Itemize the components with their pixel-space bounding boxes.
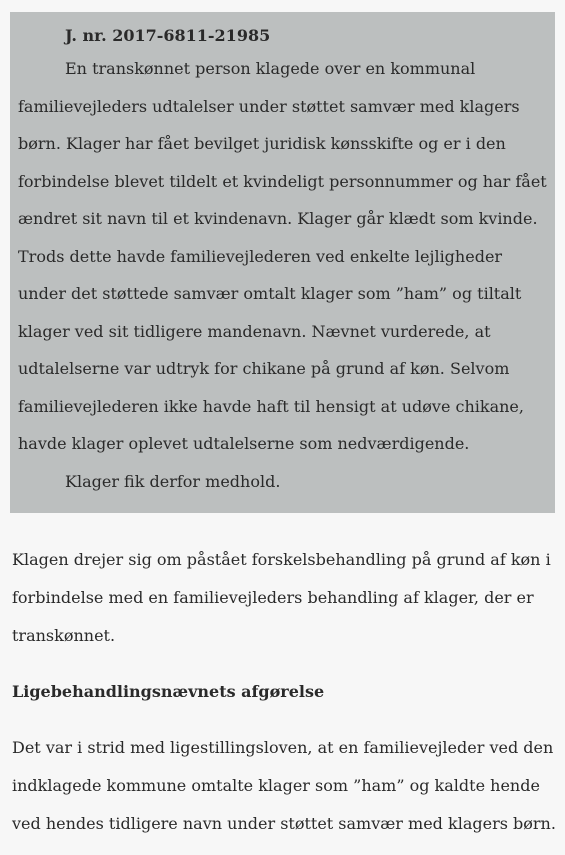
decision-paragraph: Det var i strid med ligestillingsloven, at en familievejleder ved den indklagede kommune omtalte klager som ”ham” og kaldte hende ved hendes tidligere navn under støttet samvær med klagers børn. [12,738,556,833]
case-verdict: Klager fik derfor medhold. [65,471,281,491]
case-summary-box [10,12,555,513]
case-description: En transkønnet person klagede over en kommunal familievejleders udtalelser under støttet samvær med klagers børn. Klager har fået bevilget juridisk kønsskifte og er i den forbindelse blevet tildelt et kvindeligt personnummer og har fået ændret sit navn til et kvindenavn. Klager går klædt som kvinde. Trods dette havde familievejlederen ved enkelte lejligheder under det støttede samvær omtalt klager som ”ham” og tiltalt klager ved sit tidligere mandenavn. Nævnet vurderede, at udtalelserne var udtryk for chikane på grund af køn. Selvom familievejlederen ikke havde haft til hensigt at udøve chikane, havde klager oplevet udtalelserne som nedværdigende. [18,59,547,453]
case-number: J. nr. 2017-6811-21985 [65,26,271,45]
decision-heading: Ligebehandlingsnævnets afgørelse [12,682,325,701]
intro-paragraph: Klagen drejer sig om påstået forskelsbehandling på grund af køn i forbindelse med en familievejleders behandling af klager, der er transkønnet. [12,550,551,645]
